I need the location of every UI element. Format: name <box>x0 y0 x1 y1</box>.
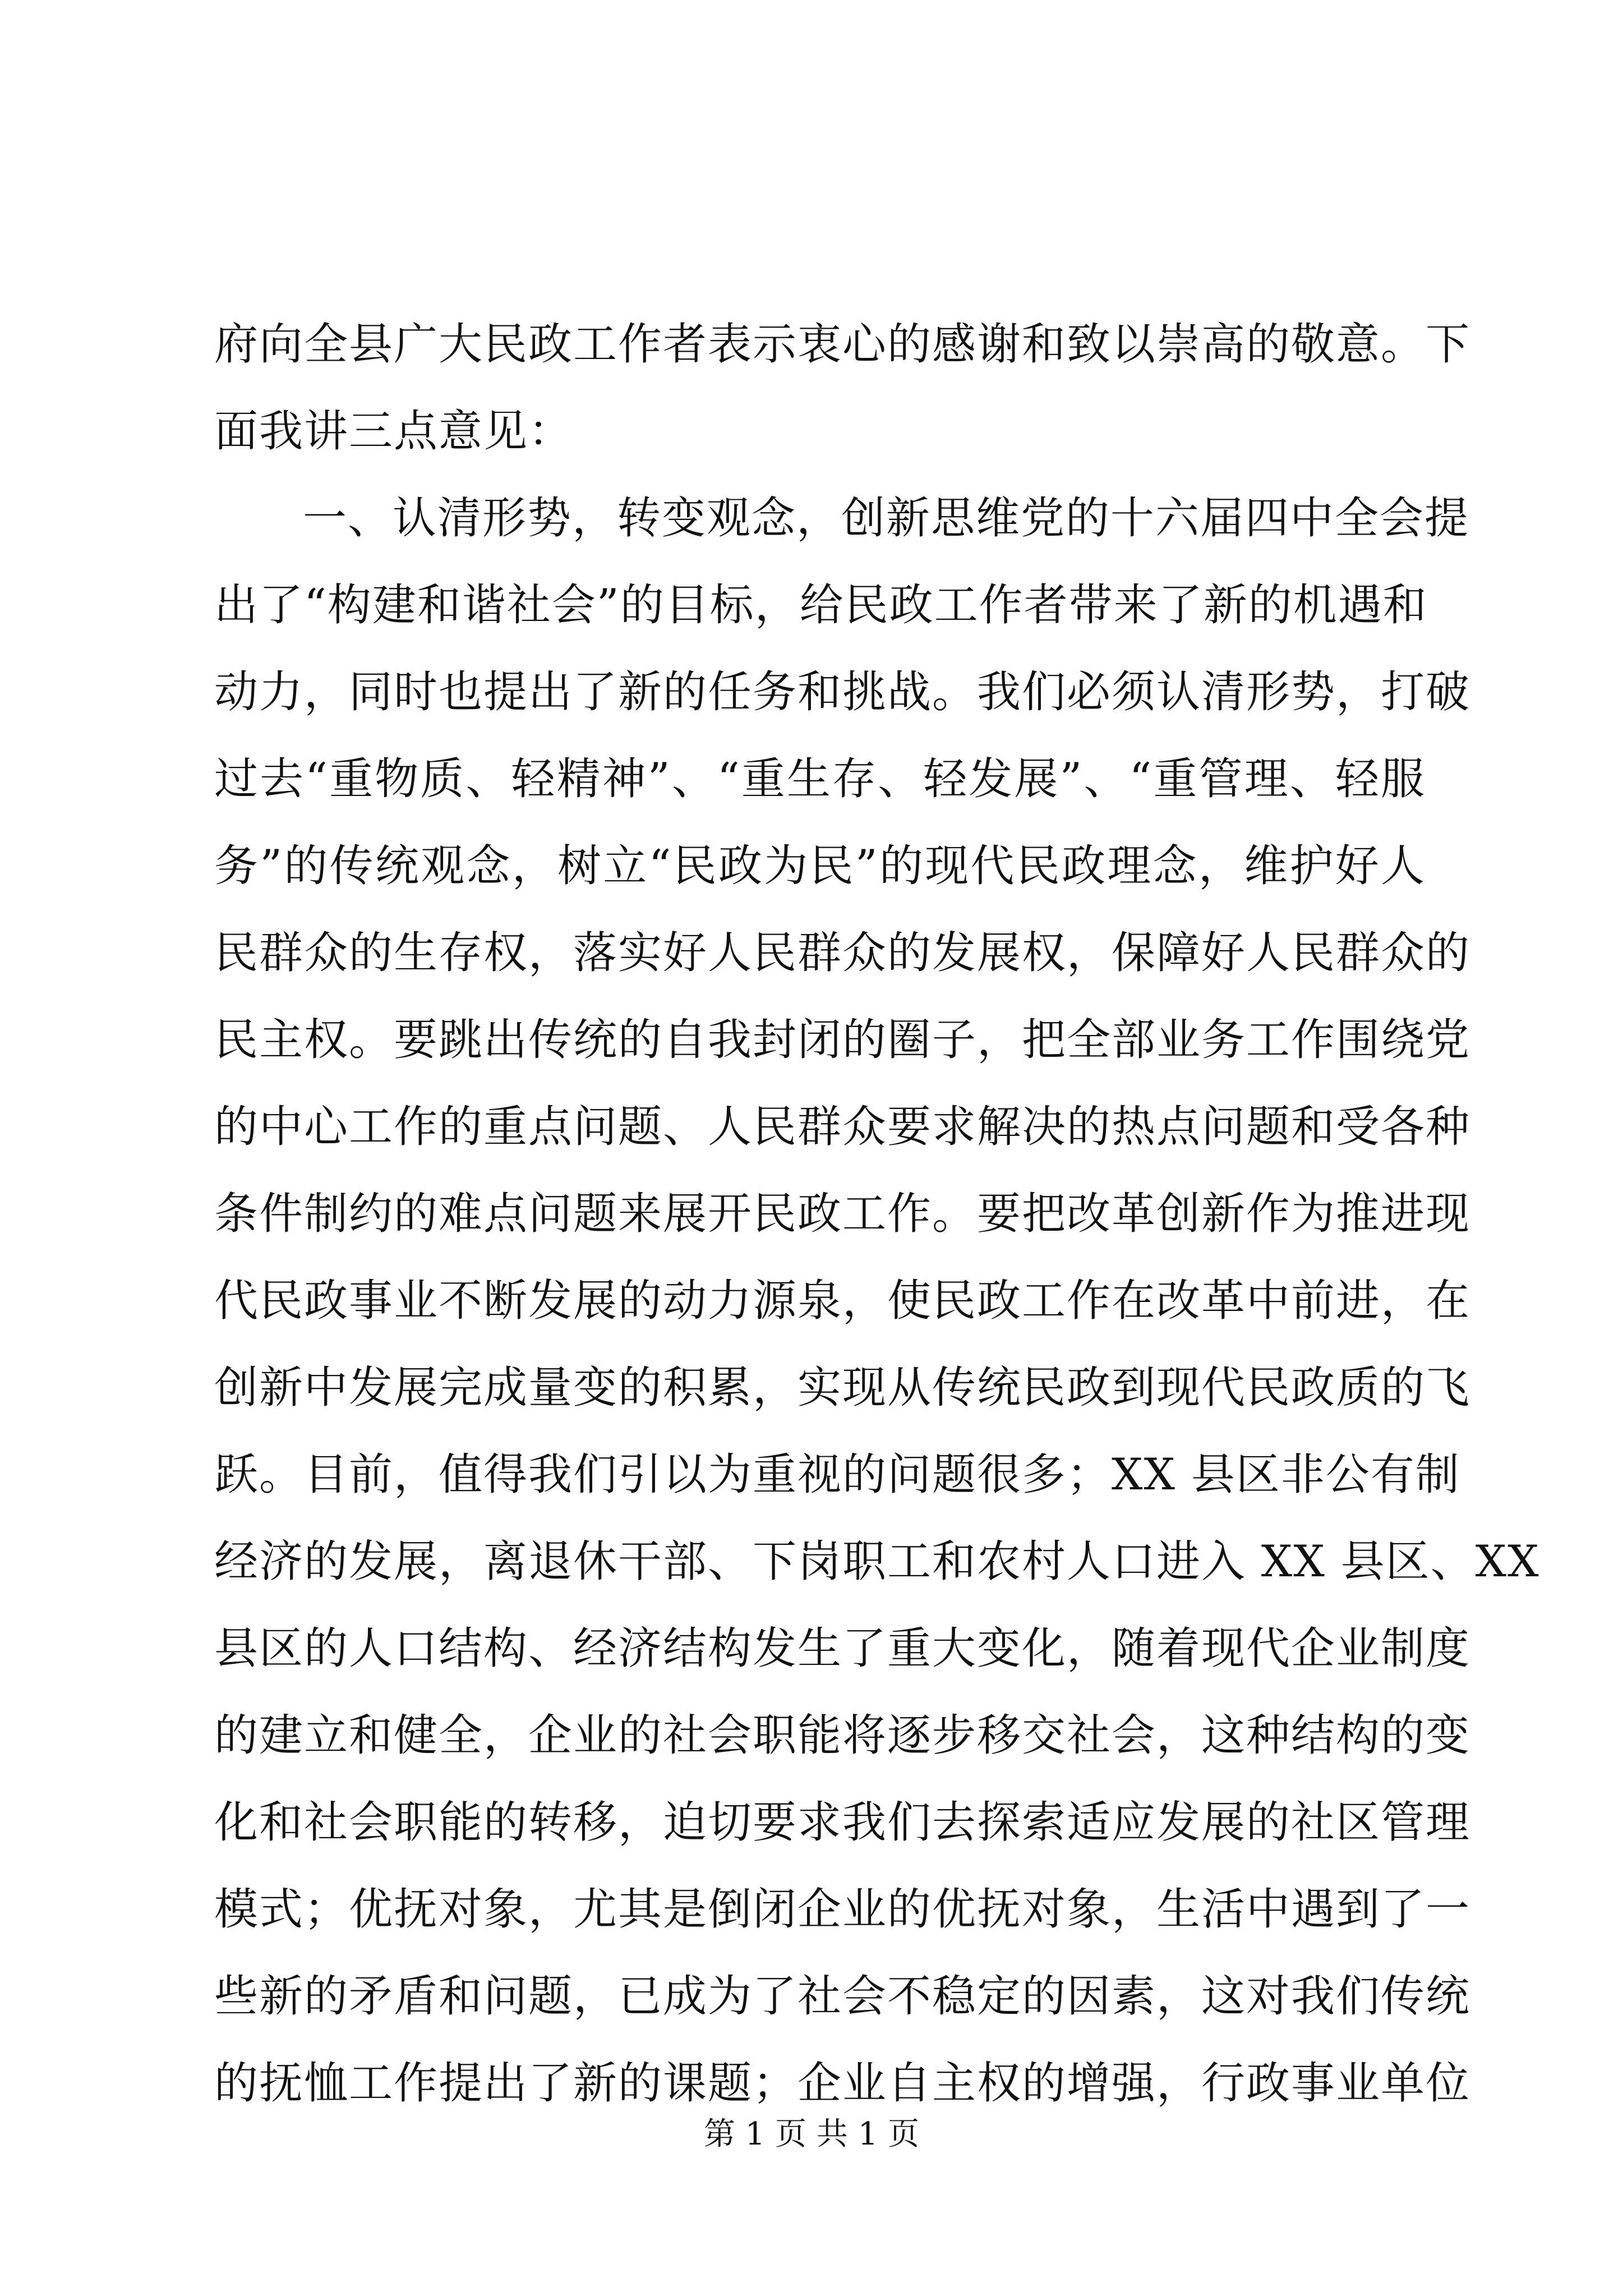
text-line: 的中心工作的重点问题、人民群众要求解决的热点问题和受各种 <box>214 1102 1471 1152</box>
text-line: 跃。目前，值得我们引以为重视的问题很多；XX 县区非公有制 <box>214 1450 1460 1500</box>
text-line: 代民政事业不断发展的动力源泉，使民政工作在改革中前进，在 <box>214 1276 1471 1326</box>
text-line: 面我讲三点意见： <box>214 406 574 457</box>
text-line: 化和社会职能的转移，迫切要求我们去探索适应发展的社区管理 <box>214 1797 1471 1848</box>
text-line: 条件制约的难点问题来展开民政工作。要把改革创新作为推进现 <box>214 1189 1471 1239</box>
body-text <box>214 301 1540 2127</box>
text-line: 模式；优抚对象，尤其是倒闭企业的优抚对象，生活中遇到了一 <box>214 1884 1471 1935</box>
text-line: 府向全县广大民政工作者表示衷心的感谢和致以崇高的敬意。下 <box>214 319 1471 370</box>
text-line: 民主权。要跳出传统的自我封闭的圈子，把全部业务工作围绕党 <box>214 1015 1471 1065</box>
text-line: 民群众的生存权，落实好人民群众的发展权，保障好人民群众的 <box>214 928 1471 978</box>
text-line: 过去“重物质、轻精神”、“重生存、轻发展”、“重管理、轻服 <box>214 754 1426 804</box>
text-line: 动力，同时也提出了新的任务和挑战。我们必须认清形势，打破 <box>214 667 1471 717</box>
text-line: 县区的人口结构、经济结构发生了重大变化，随着现代企业制度 <box>214 1623 1471 1674</box>
section-heading-line: 一、认清形势，转变观念，创新思维党的十六届四中全会提 <box>303 493 1470 544</box>
text-line: 的抚恤工作提出了新的课题；企业自主权的增强，行政事业单位 <box>214 2058 1471 2109</box>
text-line: 出了“构建和谐社会”的目标，给民政工作者带来了新的机遇和 <box>214 580 1428 631</box>
page-number-footer: 第 1 页 共 1 页 <box>703 2116 920 2152</box>
text-line: 经济的发展，离退休干部、下岗职工和农村人口进入 XX 县区、XX <box>214 1536 1540 1587</box>
text-line: 创新中发展完成量变的积累，实现从传统民政到现代民政质的飞 <box>214 1363 1471 1413</box>
text-line: 务”的传统观念，树立“民政为民”的现代民政理念，维护好人 <box>214 841 1426 891</box>
text-line: 的建立和健全，企业的社会职能将逐步移交社会，这种结构的变 <box>214 1710 1471 1761</box>
text-line: 些新的矛盾和问题，已成为了社会不稳定的因素，这对我们传统 <box>214 1971 1471 2022</box>
